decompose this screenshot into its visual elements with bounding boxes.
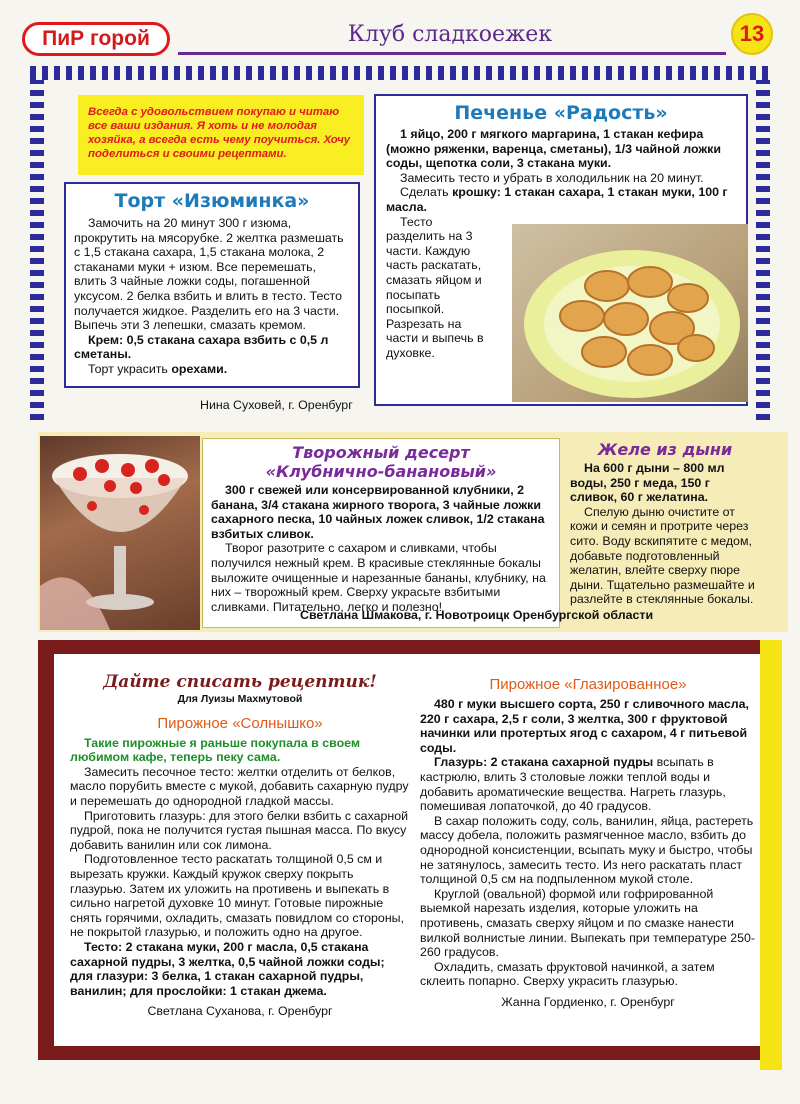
tort-decor: Торт украсить орехами.	[88, 361, 228, 376]
bottom-subheading: Для Луизы Махмутовой	[177, 693, 303, 705]
bottom-heading: Дайте списать рецептик!	[103, 672, 377, 692]
tort-step-1: Замочить на 20 минут 300 г изюма, прокрутить на мясорубке. 2 желтка размешать с 1,5 стакана сахара, 1,5 стакана молока, 2 стаканами муки + изюм. Все перемешать, влить 3 чайные ложки соды, погашенной уксусом. 2 белка взбить и влить в тесто. Тесто получается жидкое. Разделить его на 3 части. Выпечь эти 3 лепешки, смазать кремом.	[74, 216, 344, 333]
bottom-left-column	[70, 672, 410, 1019]
intro-note: Всегда с удовольствием покупаю и читаю все ваши издания. Я хоть и не молодая хозяйка, а всегда есть чему поучиться. Хочу поделиться и своими рецептами.	[78, 95, 364, 175]
dessert-ingredients: 300 г свежей или консервированной клубники, 2 банана, 3/4 стакана жирного творога, 3 чайные ложки сахарного песка, 10 чайных ложек сливок, 1/2 стакана взбитых сливок.	[211, 483, 545, 541]
dessert-title-line1: Творожный десерт	[292, 443, 470, 462]
cookies-photo	[512, 224, 748, 402]
tort-title: Торт «Изюминка»	[114, 190, 310, 212]
glazirovannoe-step-3: Круглой (овальной) формой или гофрированной выемкой нарезать изделия, которые уложить на противень, смазать сверху яйцом и по смазке нанести вилкой волнистые линии. Выпекать при температуре 250-260 градусов.	[420, 886, 756, 960]
dessert-title-line2: «Клубнично-банановый»	[265, 462, 497, 481]
header-divider	[178, 52, 726, 55]
solnyshko-step-1: Замесить песочное тесто: желтки отделить от белков, масло порубить вместе с мукой, добавить сахарную пудру и перемешать до однородной гладкой массы.	[70, 764, 409, 808]
glazirovannoe-author: Жанна Гордиенко, г. Оренбург	[501, 994, 675, 1009]
solnyshko-author: Светлана Суханова, г. Оренбург	[147, 1004, 333, 1019]
page-number: 13	[731, 13, 773, 55]
zhele-title: Желе из дыни	[597, 440, 733, 459]
pechenye-step-1: Замесить тесто и убрать в холодильник на 20 минут.	[400, 170, 704, 185]
solnyshko-step-3: Подготовленное тесто раскатать толщиной 0,5 см и вырезать кружки. Каждый кружок сверху покрыть глазурью. Затем их уложить на противень и выпекать в сильно нагретой духовке 10 минут. Готовые пирожные снять горячими, охладить, смазать повидлом со стороны, не покрытой глазурью, и положить одно на другое.	[70, 852, 405, 940]
ornament-border-left	[30, 80, 44, 420]
glazirovannoe-step-2: В сахар положить соду, соль, ванилин, яйца, растереть массу добела, положить размягченное масло, взбить до однородной консистенции, всыпать муку и быстро, чтобы не затянулось, замесить тесто. Из него раскатать пласт толщиной 0,5 см на подпыленном мукой столе.	[420, 813, 754, 887]
section-title: Клуб сладкоежек	[347, 22, 553, 47]
pechenye-step-3: Тесто разделить на 3 части. Каждую часть раскатать, смазать яйцом и посыпать посыпкой. Разрезать на части и выпечь в духовке.	[386, 214, 484, 360]
recipe-zhele-card	[566, 438, 764, 606]
dessert-photo	[40, 436, 200, 630]
solnyshko-intro: Такие пирожные я раньше покупала в своем любимом кафе, теперь пеку сама.	[70, 735, 361, 765]
yellow-side-stripe	[760, 640, 782, 1070]
dessert-glass-illustration	[40, 436, 200, 630]
bottom-right-column	[420, 676, 756, 1009]
recipe-tort-card	[64, 182, 360, 388]
ornament-border-top	[30, 66, 770, 80]
tort-author: Нина Суховей, г. Оренбург	[200, 398, 353, 412]
cookies-plate-illustration	[512, 224, 748, 402]
recipe-dessert-card	[202, 438, 560, 628]
dessert-step-1: Творог разотрите с сахаром и сливками, чтобы получился нежный крем. В красивые стеклянные бокалы выложите очищенные и нарезанные бананы, клубнику, на них – творожный крем. Сверху украсьте взбитыми сливками. Питательно, легко и полезно!	[211, 541, 546, 614]
glazirovannoe-ingredients: 480 г муки высшего сорта, 250 г сливочного масла, 220 г сахара, 2,5 г соли, 3 желтка, 300 г фруктовой начинки или протертых ягод с сахаром, 4 г питьевой соды.	[420, 697, 749, 755]
solnyshko-title: Пирожное «Солнышко»	[157, 714, 323, 732]
dessert-author: Светлана Шмакова, г. Новотроицк Оренбургской области	[300, 608, 654, 622]
pechenye-ingredients: 1 яйцо, 200 г мягкого маргарина, 1 стакан кефира (можно ряженки, варенца, сметаны), 1/3 чайной ложки соды, щепотка соли, 3 стакана муки.	[386, 127, 722, 171]
glazirovannoe-title: Пирожное «Глазированное»	[489, 676, 687, 693]
ornament-border-right	[756, 80, 770, 420]
solnyshko-step-2: Приготовить глазурь: для этого белки взбить с сахарной пудрой, пока не получится густая пышная масса. По вкусу добавить ванилин или сок лимона.	[70, 808, 409, 852]
pechenye-step-2: Сделать крошку: 1 стакан сахара, 1 стакан муки, 100 г масла.	[386, 185, 728, 214]
zhele-step-1: Спелую дыню очистите от кожи и семян и протрите через сито. Воду вскипятите с медом, добавьте подготовленный желатин, влейте сверху пюре дыни. Тщательно размешайте и разлейте в стеклянные бокалы.	[570, 504, 755, 607]
pechenye-title: Печенье «Радость»	[454, 102, 668, 124]
tort-cream: Крем: 0,5 стакана сахара взбить с 0,5 л сметаны.	[74, 332, 329, 362]
zhele-ingredients: На 600 г дыни – 800 мл воды, 250 г меда, 150 г сливок, 60 г желатина.	[570, 461, 725, 505]
glazirovannoe-step-1: Глазурь: 2 стакана сахарной пудры всыпать в кастрюлю, влить 3 столовые ложки теплой воды и добавить ароматические вещества. Нагреть глазурь, помешивая лопаточкой, до 40 градусов.	[420, 755, 726, 814]
magazine-logo: ПиР горой	[22, 22, 170, 56]
glazirovannoe-step-4: Охладить, смазать фруктовой начинкой, а затем склеить попарно. Сверху украсить глазурью.	[420, 959, 715, 989]
solnyshko-ingredients: Тесто: 2 стакана муки, 200 г масла, 0,5 стакана сахарной пудры, 3 желтка, 0,5 чайной ложки соды; для глазури: 3 белка, 1 стакан сахарной пудры, ванилин; для прослойки: 1 стакан джема.	[70, 939, 385, 998]
